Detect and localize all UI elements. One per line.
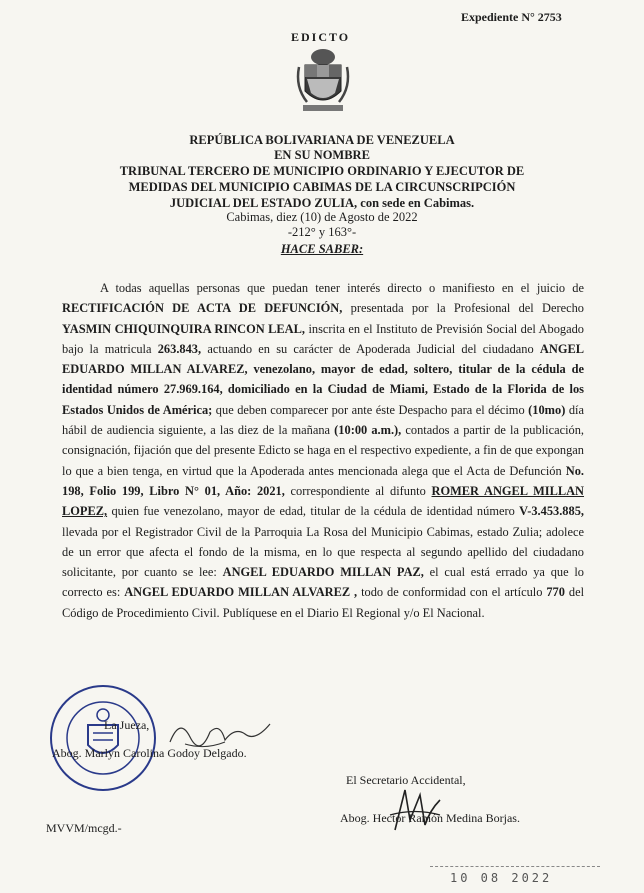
appearance-hour: (10:00 a.m.),	[334, 423, 402, 438]
wrong-name: ANGEL EDUARDO MILLAN PAZ,	[222, 565, 424, 580]
secretary-signature-icon	[385, 780, 445, 840]
document-title: EDICTO	[291, 30, 351, 44]
lawyer-matricula: 263.843,	[157, 341, 202, 356]
document-date: Cabimas, diez (10) de Agosto de 2022	[226, 210, 418, 224]
deceased-ci: V-3.453.885,	[519, 504, 584, 519]
article-number: 770	[546, 585, 565, 600]
case-type: RECTIFICACIÓN DE ACTA DE DEFUNCIÓN,	[62, 301, 343, 316]
body-text-12: todo de conformidad con el artículo	[361, 585, 543, 600]
body-text-11: el cual está errado ya que lo correcto es:	[62, 565, 584, 600]
body-text-4: actuando en su carácter de Apoderada Judicial del ciudadano	[207, 341, 534, 356]
header-medidas: MEDIDAS DEL MUNICIPIO CABIMAS DE LA CIRCUNSCRIPCIÓN	[128, 180, 516, 194]
body-text-1: A todas aquellas personas que puedan tener interés directo o manifiesto en el juicio de	[100, 281, 584, 295]
secretary-name: Abog. Hector Ramón Medina Borjas.	[340, 811, 520, 825]
lawyer-name: YASMIN CHIQUINQUIRA RINCON LEAL,	[62, 321, 305, 336]
body-text-5: que deben comparecer por ante éste Despacho para el décimo	[215, 402, 525, 417]
coat-of-arms-icon	[293, 47, 353, 117]
document-initials: MVVM/mcgd.-	[46, 821, 122, 835]
received-stamp-date: 10 08 2022	[450, 871, 553, 885]
hace-saber-heading: HACE SABER:	[280, 242, 364, 256]
header-en-su-nombre: EN SU NOMBRE	[274, 148, 370, 162]
judge-name: Abog. Marlyn Carolina Godoy Delgado.	[52, 746, 247, 760]
body-text-13: del Código de Procedimiento Civil. Publíquese en el Diario El Regional y/o El Nacional.	[62, 585, 585, 620]
body-text-8: correspondiente al difunto	[290, 483, 426, 498]
body-text-2: presentada por la Profesional del Derecho	[350, 301, 584, 316]
body-text-6: día hábil de audiencia siguiente, a las diez de la mañana	[62, 402, 584, 438]
received-stamp	[430, 866, 600, 891]
header-tribunal: TRIBUNAL TERCERO DE MUNICIPIO ORDINARIO Y EJECUTOR DE	[119, 164, 525, 178]
judge-title: La Jueza,	[104, 718, 150, 732]
body-text-7: contados a partir de la publicación, consignación, fijación que del presente Edicto se haga en el respectivo expediente, a fin de que expongan lo que a bien tenga, en virtud que la Apoderada antes mencionada alega que el Acta de Defunción	[62, 423, 584, 478]
document-years: -212° y 163°-	[287, 225, 357, 239]
body-text-9: quien fue venezolano, mayor de edad, titular de la cédula de identidad número	[111, 504, 515, 519]
appearance-day: (10mo)	[528, 402, 566, 417]
citizen-details: ANGEL EDUARDO MILLAN ALVAREZ, venezolano, mayor de edad, soltero, titular de la cédula de identidad número 27.969.164, domiciliado en la Ciudad de Miami, Estado de la Florida de los Estados Unidos de América;	[62, 341, 584, 417]
acta-reference: No. 198, Folio 199, Libro N° 01, Año: 2021,	[62, 463, 584, 498]
court-seal-stamp-icon	[48, 683, 158, 793]
edict-body	[62, 278, 584, 623]
body-text-10: llevada por el Registrador Civil de la Parroquia La Rosa del Municipio Cabimas, estado Zulia; adolece de un error que afecta el fondo de la misma, en lo que respecta al segundo apellido del ciudadano solicitante, por cuanto se lee:	[62, 524, 584, 580]
deceased-name: ROMER ANGEL MILLAN LOPEZ,	[62, 483, 585, 519]
secretary-title: El Secretario Accidental,	[346, 773, 466, 787]
correct-name: ANGEL EDUARDO MILLAN ALVAREZ ,	[124, 585, 358, 600]
header-republic: REPÚBLICA BOLIVARIANA DE VENEZUELA	[189, 133, 455, 147]
expediente-number: Expediente N° 2753	[461, 10, 562, 24]
header-judicial: JUDICIAL DEL ESTADO ZULIA, con sede en Cabimas.	[169, 196, 475, 210]
body-text-3: inscrita en el Instituto de Previsión Social del Abogado bajo la matricula	[62, 321, 584, 356]
